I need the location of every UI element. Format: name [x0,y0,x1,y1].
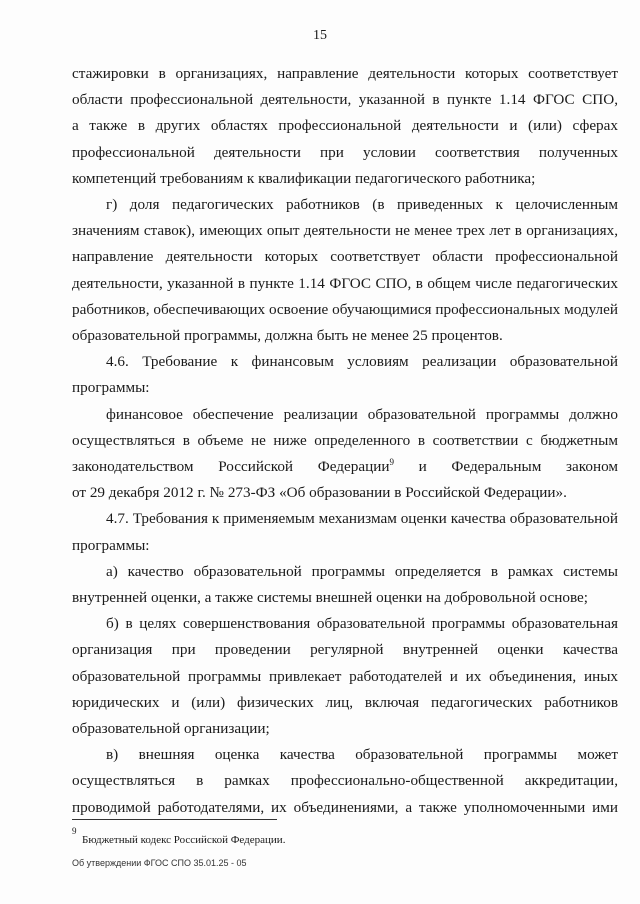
text-line: области профессиональной деятельности, указанной в пункте 1.14 ФГОС СПО, [72,91,618,109]
text-line: юридических и (или) физических лиц, включая педагогических работников [72,693,618,711]
text-line: 4.6. Требование к финансовым условиям реализации образовательной [106,353,618,371]
text-line: проводимой работодателями, их объединениями, а также уполномоченными ими [72,798,618,816]
text-line: стажировки в организациях, направление деятельности которых соответствует [72,65,618,82]
text-line: осуществляться в объеме не ниже определенного в соответствии с бюджетным [72,431,618,449]
page-number: 15 [313,28,327,43]
text-line: организация при проведении регулярной внутренней оценки качества [72,641,618,659]
text-segment: и Федеральным законом [393,458,618,475]
text-line: а также в других областях профессиональной деятельности и (или) сферах [72,117,618,135]
text-line: от 29 декабря 2012 г. № 273-ФЗ «Об образовании в Российской Федерации». [72,484,567,502]
document-identifier: Об утверждении ФГОС СПО 35.01.25 - 05 [72,858,247,868]
text-line: компетенций требованиям к квалификации педагогического работника; [72,169,536,187]
footnote-divider [72,819,277,820]
text-line: значениям ставок), имеющих опыт деятельности не менее трех лет в организациях, [72,222,618,240]
text-line: в) внешняя оценка качества образовательной программы может [106,746,618,764]
footnote-mark: 9 [72,826,77,836]
text-line: г) доля педагогических работников (в приведенных к целочисленным [106,196,618,213]
footnote-text: Бюджетный кодекс Российской Федерации. [82,834,286,846]
text-line: профессиональной деятельности при условии соответствия полученных [72,143,618,161]
text-line: а) качество образовательной программы определяется в рамках системы [106,562,618,580]
text-line: программы: [72,379,150,397]
text-line: б) в целях совершенствования образовательной программы образовательная [106,615,618,633]
text-line: образовательной программы, должна быть не менее 25 процентов. [72,327,503,344]
footnote-reference: 9 [389,457,394,467]
text-line: деятельности, указанной в пункте 1.14 ФГОС СПО, в общем числе педагогических [72,274,618,292]
text-line: 4.7. Требования к применяемым механизмам оценки качества образовательной [106,510,618,528]
text-line: образовательной программы привлекает работодателей и их объединения, иных [72,667,618,685]
text-line: образовательной организации; [72,720,270,737]
text-line: работников, обеспечивающих освоение обучающимися профессиональных модулей [72,300,618,318]
text-line [72,457,618,477]
text-line: финансовое обеспечение реализации образовательной программы должно [106,405,618,423]
text-line: направление деятельности которых соответствует области профессиональной [72,248,618,266]
text-line: программы: [72,536,150,554]
text-segment: законодательством Российской Федерации [72,458,390,475]
text-line: внутренней оценки, а также системы внешней оценки на добровольной основе; [72,589,588,606]
text-line: осуществляться в рамках профессионально-общественной аккредитации, [72,772,618,790]
